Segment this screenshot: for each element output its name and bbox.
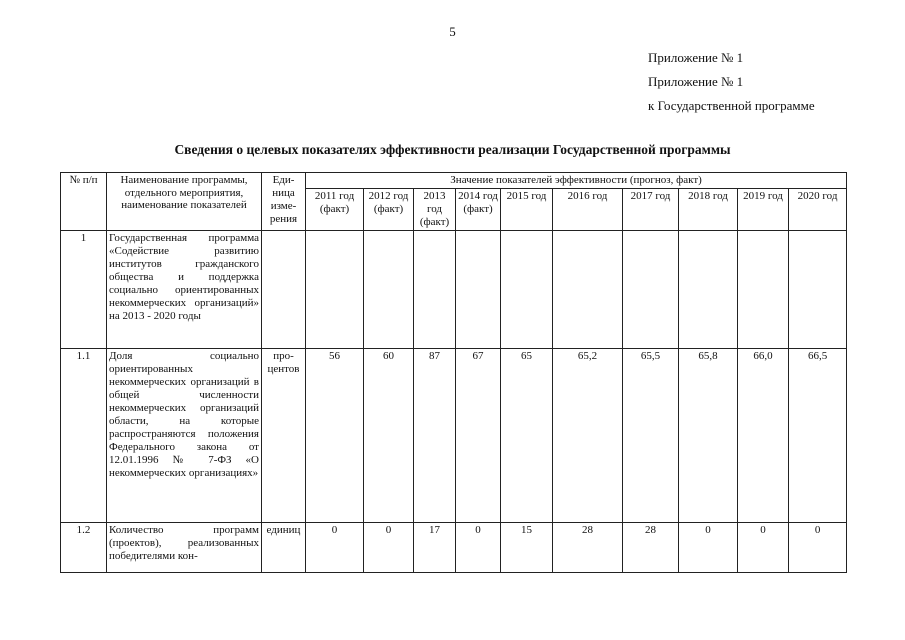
annex-line-3: к Государственной программе bbox=[648, 98, 815, 113]
row-value: 60 bbox=[364, 349, 414, 523]
header-year: 2013 год (факт) bbox=[414, 189, 456, 231]
header-year: 2016 год bbox=[553, 189, 623, 231]
header-num: № п/п bbox=[61, 173, 107, 231]
row-value bbox=[414, 231, 456, 349]
row-value: 65,5 bbox=[623, 349, 679, 523]
header-year: 2015 год bbox=[501, 189, 553, 231]
header-year: 2012 год (факт) bbox=[364, 189, 414, 231]
header-year: 2017 год bbox=[623, 189, 679, 231]
header-unit: Еди-ница изме-рения bbox=[262, 173, 306, 231]
header-name: Наименование программы, отдельного мероприятия, наименование показателей bbox=[107, 173, 262, 231]
row-value bbox=[306, 231, 364, 349]
row-value: 15 bbox=[501, 523, 553, 573]
row-name: Доля социально ориентированных некоммерческих организаций в общей численности некоммерческих организаций области, на которые распространяются положения Федерального закона от 12.01.1996 № 7-ФЗ «О некоммерческих организациях» bbox=[107, 349, 262, 523]
row-value: 66,0 bbox=[738, 349, 789, 523]
row-value bbox=[364, 231, 414, 349]
row-value bbox=[789, 231, 847, 349]
row-value bbox=[738, 231, 789, 349]
annex-line-1: Приложение № 1 bbox=[648, 50, 744, 65]
row-value bbox=[679, 231, 738, 349]
document-title: Сведения о целевых показателях эффективности реализации Государственной программы bbox=[174, 142, 731, 157]
row-value: 0 bbox=[738, 523, 789, 573]
row-value: 28 bbox=[623, 523, 679, 573]
row-name: Количество программ (проектов), реализованных победителями кон- bbox=[107, 523, 262, 573]
row-value: 65,8 bbox=[679, 349, 738, 523]
row-value: 28 bbox=[553, 523, 623, 573]
row-num: 1 bbox=[61, 231, 107, 349]
row-value: 0 bbox=[456, 523, 501, 573]
row-value: 0 bbox=[306, 523, 364, 573]
row-value: 65,2 bbox=[553, 349, 623, 523]
row-num: 1.2 bbox=[61, 523, 107, 573]
page-number: 5 bbox=[449, 24, 456, 39]
row-value bbox=[623, 231, 679, 349]
row-unit: единиц bbox=[262, 523, 306, 573]
row-value bbox=[456, 231, 501, 349]
row-value: 0 bbox=[789, 523, 847, 573]
header-year: 2020 год bbox=[789, 189, 847, 231]
row-value: 67 bbox=[456, 349, 501, 523]
row-value: 17 bbox=[414, 523, 456, 573]
row-unit bbox=[262, 231, 306, 349]
table-row bbox=[61, 349, 847, 523]
row-value: 65 bbox=[501, 349, 553, 523]
row-value: 87 bbox=[414, 349, 456, 523]
header-values-group: Значение показателей эффективности (прогноз, факт) bbox=[306, 173, 847, 189]
row-value: 56 bbox=[306, 349, 364, 523]
row-value: 0 bbox=[679, 523, 738, 573]
row-value bbox=[553, 231, 623, 349]
row-name: Государственная программа «Содействие развитию институтов гражданского общества и поддержка социально ориентированных некоммерческих организаций» на 2013 - 2020 годы bbox=[107, 231, 262, 349]
header-year: 2011 год (факт) bbox=[306, 189, 364, 231]
table-row bbox=[61, 231, 847, 349]
row-unit: про-центов bbox=[262, 349, 306, 523]
header-year: 2018 год bbox=[679, 189, 738, 231]
indicators-table bbox=[60, 172, 847, 573]
header-row-1 bbox=[61, 173, 847, 189]
row-value bbox=[501, 231, 553, 349]
row-num: 1.1 bbox=[61, 349, 107, 523]
annex-line-2: Приложение № 1 bbox=[648, 74, 744, 89]
row-value: 66,5 bbox=[789, 349, 847, 523]
row-value: 0 bbox=[364, 523, 414, 573]
header-year: 2019 год bbox=[738, 189, 789, 231]
table-row bbox=[61, 523, 847, 573]
header-year: 2014 год (факт) bbox=[456, 189, 501, 231]
